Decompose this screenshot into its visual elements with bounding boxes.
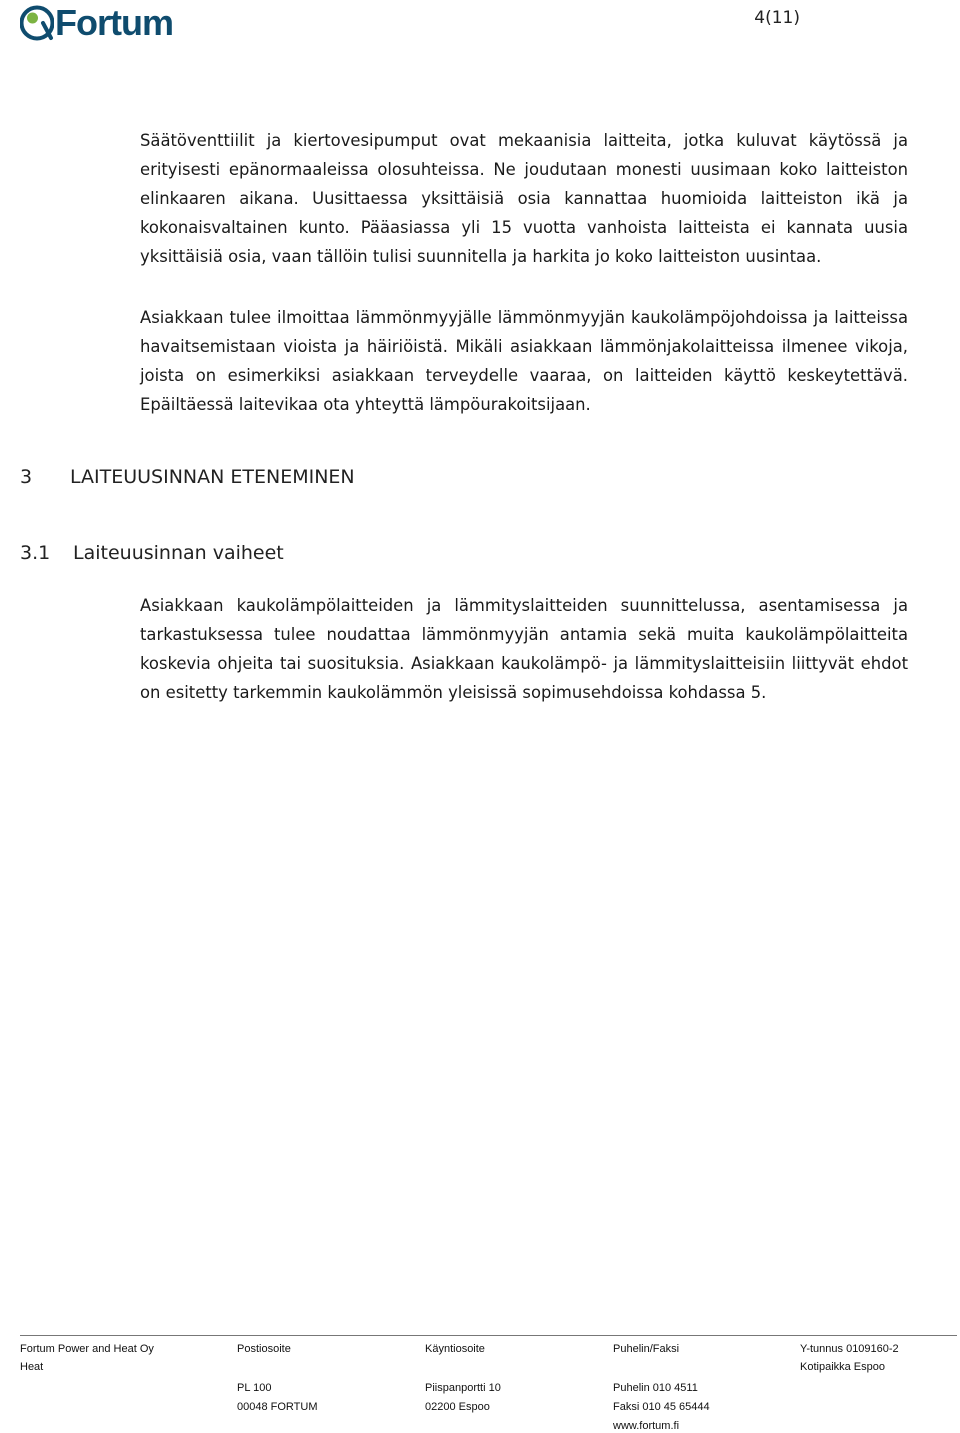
fax-number: Faksi 010 45 65444 xyxy=(613,1401,710,1413)
footer-divider xyxy=(20,1335,957,1336)
visiting-line-2: 02200 Espoo xyxy=(425,1401,490,1413)
company-unit: Heat xyxy=(20,1361,44,1373)
phone-number: Puhelin 010 4511 xyxy=(613,1382,698,1394)
postal-line-1: PL 100 xyxy=(237,1382,272,1394)
business-id: Y-tunnus 0109160-2 xyxy=(800,1343,899,1355)
section-number: 3 xyxy=(20,466,33,488)
subsection-number: 3.1 xyxy=(20,542,51,564)
postal-label: Postiosoite xyxy=(237,1343,291,1355)
postal-line-2: 00048 FORTUM xyxy=(237,1401,318,1413)
body-paragraph-3: Asiakkaan kaukolämpölaitteiden ja lämmityslaitteiden suunnittelussa, asentamisessa ja tarkastuksessa tulee noudattaa lämmönmyyjän antamia sekä muita kaukolämpölaitteita koskevia ohjeita tai suosituksia. Asiakkaan kaukolämpö- ja lämmityslaitteisiin liittyvät ehdot on esitetty tarkemmin kaukolämmön yleisissä sopimusehdoissa kohdassa 5. xyxy=(140,596,908,702)
subsection-title: Laiteuusinnan vaiheet xyxy=(73,542,284,564)
website-link[interactable]: www.fortum.fi xyxy=(613,1420,680,1432)
phone-label: Puhelin/Faksi xyxy=(613,1343,680,1355)
company-name: Fortum Power and Heat Oy xyxy=(20,1343,154,1355)
subsection-heading-3-1 xyxy=(20,542,284,564)
visiting-line-1: Piispanportti 10 xyxy=(425,1382,501,1394)
page-number: 4(11) xyxy=(754,8,800,28)
body-paragraph-1: Säätöventtiilit ja kiertovesipumput ovat mekaanisia laitteita, jotka kuluvat käytössä ja erityisesti epänormaaleissa olosuhteissa. Ne joudutaan monesti uusimaan koko laitteiston elinkaaren aikana. Uusittaessa yksittäisiä osia kannattaa huomioida laitteiston ikä ja kokonaisvaltainen kunto. Pääasiassa yli 15 vuotta vanhoista laitteista ei kannata uusia yksittäisiä osia, vaan tällöin tulisi suunnitella ja harkita jo koko laitteiston uusintaa. xyxy=(140,131,908,266)
section-heading-3 xyxy=(20,466,355,488)
section-title: LAITEUUSINNAN ETENEMINEN xyxy=(70,466,355,488)
domicile: Kotipaikka Espoo xyxy=(800,1361,885,1373)
fortum-logo-icon xyxy=(20,4,54,42)
body-paragraph-2: Asiakkaan tulee ilmoittaa lämmönmyyjälle lämmönmyyjän kaukolämpöjohdoissa ja laitteissa havaitsemistaan vioista ja häiriöistä. Mikäli asiakkaan lämmönjakolaitteissa ilmenee vikoja, joista on esimerkiksi asiakkaan terveydelle vaaraa, on laitteiden käyttö keskeytettävä. Epäiltäessä laitevikaa ota yhteyttä lämpöurakoitsijaan. xyxy=(140,308,908,414)
logo-wordmark: Fortum xyxy=(55,2,173,43)
fortum-logo xyxy=(20,3,173,43)
visiting-label: Käyntiosoite xyxy=(425,1343,485,1355)
